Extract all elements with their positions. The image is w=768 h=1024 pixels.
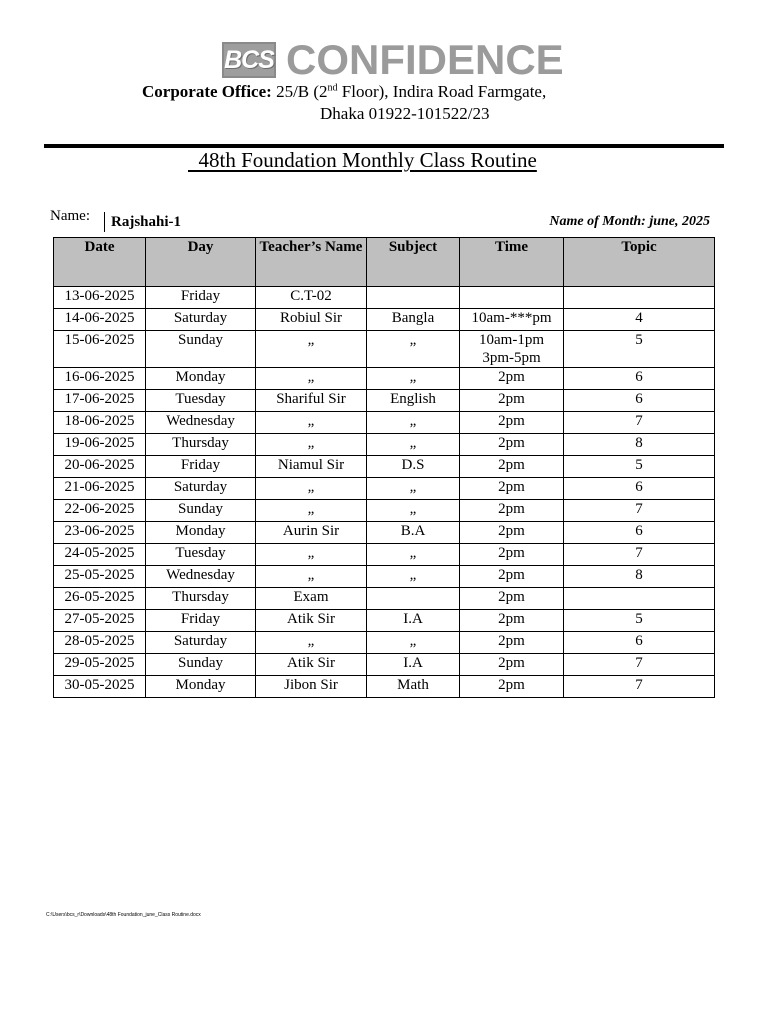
office-address-sup: nd bbox=[327, 82, 338, 94]
subject-cell: Math bbox=[367, 676, 460, 698]
day-cell: Saturday bbox=[146, 478, 256, 500]
day-cell: Wednesday bbox=[146, 566, 256, 588]
teacher-cell: „ bbox=[256, 500, 367, 522]
brand-logo bbox=[222, 36, 564, 83]
teacher-cell: „ bbox=[256, 368, 367, 390]
name-label: Name: bbox=[50, 208, 90, 224]
date-cell: 22-06-2025 bbox=[54, 500, 146, 522]
time-cell: 2pm bbox=[460, 522, 564, 544]
teacher-cell: „ bbox=[256, 544, 367, 566]
table-row bbox=[54, 610, 715, 632]
date-cell: 21-06-2025 bbox=[54, 478, 146, 500]
subject-cell: Bangla bbox=[367, 309, 460, 331]
file-path-footer: C:\Users\bcs_r\Downloads\48th Foundation_june_Class Routine.docx bbox=[46, 912, 201, 918]
day-cell: Sunday bbox=[146, 654, 256, 676]
topic-cell: 4 bbox=[564, 309, 715, 331]
table-row bbox=[54, 566, 715, 588]
time-cell: 2pm bbox=[460, 676, 564, 698]
subject-cell: „ bbox=[367, 368, 460, 390]
day-cell: Sunday bbox=[146, 500, 256, 522]
day-cell: Friday bbox=[146, 610, 256, 632]
teacher-cell: Jibon Sir bbox=[256, 676, 367, 698]
office-label: Corporate Office: bbox=[142, 82, 272, 101]
teacher-cell: „ bbox=[256, 478, 367, 500]
column-header: Time bbox=[460, 238, 564, 287]
subject-cell bbox=[367, 588, 460, 610]
day-cell: Tuesday bbox=[146, 544, 256, 566]
day-cell: Thursday bbox=[146, 434, 256, 456]
topic-cell: 7 bbox=[564, 654, 715, 676]
date-cell: 13-06-2025 bbox=[54, 287, 146, 309]
table-row bbox=[54, 500, 715, 522]
column-header: Subject bbox=[367, 238, 460, 287]
day-cell: Monday bbox=[146, 368, 256, 390]
date-cell: 15-06-2025 bbox=[54, 331, 146, 368]
routine-table bbox=[53, 237, 715, 698]
table-row bbox=[54, 588, 715, 610]
time-cell: 2pm bbox=[460, 478, 564, 500]
topic-cell: 8 bbox=[564, 434, 715, 456]
subject-cell: D.S bbox=[367, 456, 460, 478]
date-cell: 25-05-2025 bbox=[54, 566, 146, 588]
table-row bbox=[54, 456, 715, 478]
day-cell: Wednesday bbox=[146, 412, 256, 434]
teacher-cell: C.T-02 bbox=[256, 287, 367, 309]
column-header: Topic bbox=[564, 238, 715, 287]
subject-cell: English bbox=[367, 390, 460, 412]
date-cell: 18-06-2025 bbox=[54, 412, 146, 434]
column-header: Date bbox=[54, 238, 146, 287]
teacher-cell: Shariful Sir bbox=[256, 390, 367, 412]
office-address bbox=[142, 82, 546, 102]
table-row bbox=[54, 434, 715, 456]
teacher-cell: „ bbox=[256, 632, 367, 654]
name-value: Rajshahi-1 bbox=[104, 212, 181, 232]
time-cell: 2pm bbox=[460, 610, 564, 632]
table-row bbox=[54, 654, 715, 676]
logo-wordmark: CONFIDENCE bbox=[286, 36, 564, 83]
routine-table-body bbox=[54, 287, 715, 698]
subject-cell: B.A bbox=[367, 522, 460, 544]
subject-cell bbox=[367, 287, 460, 309]
time-cell bbox=[460, 287, 564, 309]
table-row bbox=[54, 412, 715, 434]
column-header: Teacher’s Name bbox=[256, 238, 367, 287]
day-cell: Saturday bbox=[146, 309, 256, 331]
topic-cell: 8 bbox=[564, 566, 715, 588]
date-cell: 14-06-2025 bbox=[54, 309, 146, 331]
table-row bbox=[54, 309, 715, 331]
table-header-row bbox=[54, 238, 715, 287]
time-cell: 2pm bbox=[460, 632, 564, 654]
subject-cell: I.A bbox=[367, 610, 460, 632]
time-cell: 2pm bbox=[460, 588, 564, 610]
teacher-cell: „ bbox=[256, 566, 367, 588]
table-row bbox=[54, 632, 715, 654]
month-label: Name of Month: june, 2025 bbox=[549, 214, 710, 229]
teacher-cell: Aurin Sir bbox=[256, 522, 367, 544]
topic-cell: 6 bbox=[564, 632, 715, 654]
subject-cell: „ bbox=[367, 632, 460, 654]
date-cell: 28-05-2025 bbox=[54, 632, 146, 654]
table-row bbox=[54, 287, 715, 309]
time-cell: 2pm bbox=[460, 412, 564, 434]
date-cell: 16-06-2025 bbox=[54, 368, 146, 390]
subject-cell: „ bbox=[367, 331, 460, 368]
topic-cell: 5 bbox=[564, 456, 715, 478]
topic-cell: 6 bbox=[564, 368, 715, 390]
time-cell: 2pm bbox=[460, 390, 564, 412]
topic-cell: 7 bbox=[564, 544, 715, 566]
time-cell: 2pm bbox=[460, 368, 564, 390]
topic-cell bbox=[564, 287, 715, 309]
date-cell: 19-06-2025 bbox=[54, 434, 146, 456]
table-row bbox=[54, 331, 715, 368]
day-cell: Saturday bbox=[146, 632, 256, 654]
date-cell: 29-05-2025 bbox=[54, 654, 146, 676]
date-cell: 20-06-2025 bbox=[54, 456, 146, 478]
teacher-cell: „ bbox=[256, 434, 367, 456]
topic-cell: 5 bbox=[564, 610, 715, 632]
office-address-part-a: 25/B (2 bbox=[276, 82, 328, 101]
day-cell: Tuesday bbox=[146, 390, 256, 412]
time-cell: 2pm bbox=[460, 654, 564, 676]
teacher-cell: Exam bbox=[256, 588, 367, 610]
subject-cell: „ bbox=[367, 544, 460, 566]
day-cell: Monday bbox=[146, 676, 256, 698]
table-row bbox=[54, 478, 715, 500]
table-row bbox=[54, 544, 715, 566]
topic-cell: 7 bbox=[564, 500, 715, 522]
date-cell: 17-06-2025 bbox=[54, 390, 146, 412]
topic-cell bbox=[564, 588, 715, 610]
day-cell: Monday bbox=[146, 522, 256, 544]
table-row bbox=[54, 368, 715, 390]
office-address-part-b: Floor), Indira Road Farmgate, bbox=[337, 82, 547, 101]
day-cell: Friday bbox=[146, 456, 256, 478]
teacher-cell: Niamul Sir bbox=[256, 456, 367, 478]
time-cell: 2pm bbox=[460, 456, 564, 478]
day-cell: Friday bbox=[146, 287, 256, 309]
day-cell: Thursday bbox=[146, 588, 256, 610]
time-cell: 10am-1pm 3pm-5pm bbox=[460, 331, 564, 368]
topic-cell: 6 bbox=[564, 390, 715, 412]
table-row bbox=[54, 390, 715, 412]
table-row bbox=[54, 522, 715, 544]
time-cell: 2pm bbox=[460, 566, 564, 588]
teacher-cell: Robiul Sir bbox=[256, 309, 367, 331]
time-cell: 2pm bbox=[460, 434, 564, 456]
day-cell: Sunday bbox=[146, 331, 256, 368]
subject-cell: „ bbox=[367, 500, 460, 522]
teacher-cell: Atik Sir bbox=[256, 654, 367, 676]
office-phone: Dhaka 01922-101522/23 bbox=[320, 104, 490, 123]
topic-cell: 7 bbox=[564, 412, 715, 434]
teacher-cell: Atik Sir bbox=[256, 610, 367, 632]
date-cell: 27-05-2025 bbox=[54, 610, 146, 632]
subject-cell: „ bbox=[367, 434, 460, 456]
topic-cell: 6 bbox=[564, 478, 715, 500]
date-cell: 23-06-2025 bbox=[54, 522, 146, 544]
subject-cell: „ bbox=[367, 566, 460, 588]
time-cell: 2pm bbox=[460, 500, 564, 522]
logo-mark: BCS bbox=[222, 42, 276, 78]
column-header: Day bbox=[146, 238, 256, 287]
subject-cell: „ bbox=[367, 412, 460, 434]
topic-cell: 5 bbox=[564, 331, 715, 368]
date-cell: 30-05-2025 bbox=[54, 676, 146, 698]
subject-cell: I.A bbox=[367, 654, 460, 676]
table-row bbox=[54, 676, 715, 698]
topic-cell: 6 bbox=[564, 522, 715, 544]
teacher-cell: „ bbox=[256, 331, 367, 368]
date-cell: 24-05-2025 bbox=[54, 544, 146, 566]
subject-cell: „ bbox=[367, 478, 460, 500]
teacher-cell: „ bbox=[256, 412, 367, 434]
time-cell: 2pm bbox=[460, 544, 564, 566]
topic-cell: 7 bbox=[564, 676, 715, 698]
date-cell: 26-05-2025 bbox=[54, 588, 146, 610]
document-title: 48th Foundation Monthly Class Routine bbox=[188, 148, 537, 172]
time-cell: 10am-***pm bbox=[460, 309, 564, 331]
